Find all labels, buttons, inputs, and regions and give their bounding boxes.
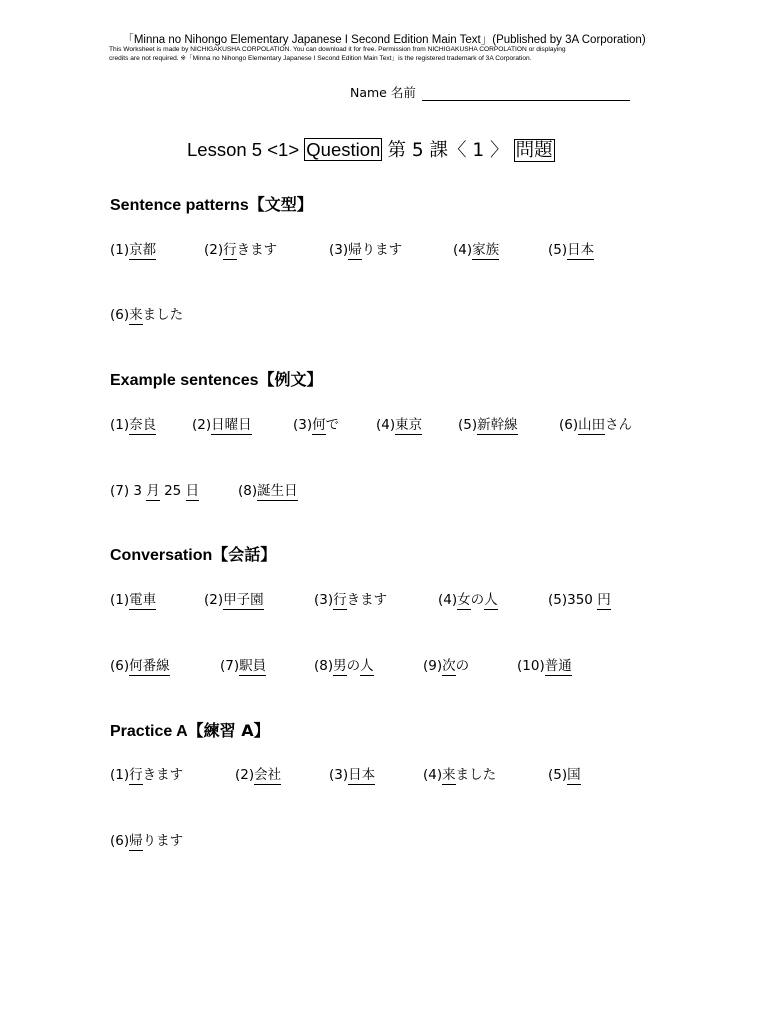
item-number: (6): [559, 417, 579, 433]
kanji-underlined: 来: [129, 307, 143, 323]
vocab-item: [453, 238, 499, 258]
vocab-item: [423, 763, 496, 783]
kanji-underlined: 東京: [395, 417, 423, 433]
item-number: (6): [110, 658, 130, 674]
item-number: (9): [423, 658, 443, 674]
kanji-underlined: 会社: [254, 767, 282, 783]
section-heading: [110, 367, 323, 390]
item-number: (4): [453, 242, 473, 258]
kanji-underlined: 円: [597, 592, 611, 608]
kanji-underlined: 誕生日: [257, 483, 298, 499]
kanji-underlined: 何: [312, 417, 326, 433]
title-question-jp-box: 問題: [515, 140, 553, 161]
kanji-underlined: 帰: [129, 833, 143, 849]
section-heading-en: Example sentences: [110, 372, 259, 389]
vocab-item: [314, 654, 374, 674]
kanji-underlined: 来: [442, 767, 456, 783]
section-heading: [110, 718, 270, 741]
item-number: (8): [314, 658, 334, 674]
item-number: (2): [204, 592, 224, 608]
item-suffix: の: [455, 658, 470, 674]
item-number: (3): [329, 242, 349, 258]
kanji-underlined: 甲子園: [223, 592, 264, 608]
item-suffix: で: [325, 417, 340, 433]
vocab-item: [458, 413, 518, 433]
kanji-underlined: 女: [457, 592, 471, 608]
item-number: (3): [329, 767, 349, 783]
item-number: (6): [110, 307, 130, 323]
item-suffix: の: [470, 592, 485, 608]
item-suffix: きます: [236, 242, 278, 258]
kanji-underlined: 京都: [129, 242, 157, 258]
vocab-item: [238, 479, 298, 499]
section-heading-en: Sentence patterns: [110, 197, 249, 214]
section-heading-en: Conversation: [110, 547, 213, 564]
title-question-box: Question: [306, 139, 381, 160]
kanji-underlined: 人: [484, 592, 498, 608]
item-middle: 25: [159, 483, 186, 499]
item-number: (6): [110, 833, 130, 849]
vocab-item: [110, 763, 183, 783]
kanji-underlined: 駅員: [239, 658, 267, 674]
item-prefix: 3: [129, 483, 147, 499]
kanji-underlined: 次: [442, 658, 456, 674]
item-number: (1): [110, 592, 130, 608]
copyright-line-1: This Worksheet is made by NICHIGAKUSHA CORPOLATION. You can download it for free. Permission from NICHIGAKUSHA CORPOLATION or displaying: [109, 46, 566, 53]
item-suffix: ります: [142, 833, 184, 849]
item-suffix: きます: [142, 767, 184, 783]
copyright-line-2: credits are not required. ※「Minna no Nihongo Elementary Japanese I Second Edition Main Text」is the registered trademark of 3A Corporation.: [109, 54, 532, 62]
kanji-underlined: 行: [223, 242, 237, 258]
title-lesson: Lesson 5 <1>: [187, 139, 300, 160]
section-heading-jp: 【例文】: [258, 370, 323, 389]
section-heading-jp: 【文型】: [248, 195, 313, 214]
copyright-notice: [109, 46, 679, 63]
kanji-underlined: 家族: [472, 242, 500, 258]
kanji-underlined: 帰: [348, 242, 362, 258]
kanji-underlined: 何番線: [129, 658, 170, 674]
vocab-item: [110, 303, 183, 323]
kanji-underlined: 日本: [567, 242, 595, 258]
vocab-item: [517, 654, 572, 674]
vocab-item: [548, 238, 594, 258]
vocab-item: [423, 654, 469, 674]
item-number: (2): [235, 767, 255, 783]
item-suffix: ました: [142, 307, 184, 323]
kanji-underlined: 月: [146, 483, 160, 499]
item-number: (4): [438, 592, 458, 608]
kanji-underlined: 新幹線: [477, 417, 518, 433]
vocab-item: [110, 654, 170, 674]
vocab-item: [220, 654, 266, 674]
vocab-item: [110, 413, 156, 433]
section-heading-jp: 【会話】: [212, 545, 277, 564]
source-credit: 「Minna no Nihongo Elementary Japanese I Second Edition Main Text」(Published by 3A Corporation): [122, 34, 646, 46]
item-number: (5): [548, 767, 568, 783]
vocab-item: [235, 763, 281, 783]
kanji-underlined: 日本: [348, 767, 376, 783]
kanji-underlined: 行: [333, 592, 347, 608]
item-number: (1): [110, 417, 130, 433]
vocab-item: [559, 413, 632, 433]
item-number: (4): [423, 767, 443, 783]
kanji-underlined: 人: [360, 658, 374, 674]
page-title: [187, 136, 555, 162]
item-number: (5): [458, 417, 478, 433]
kanji-underlined: 男: [333, 658, 347, 674]
vocab-item: [548, 763, 581, 783]
item-number: (1): [110, 242, 130, 258]
vocab-item: [110, 479, 199, 499]
item-number: (5): [548, 242, 568, 258]
section-heading-en: Practice A: [110, 723, 188, 740]
item-number: (10): [517, 658, 545, 674]
item-suffix: ました: [455, 767, 497, 783]
item-suffix: ります: [361, 242, 403, 258]
item-suffix: の: [346, 658, 361, 674]
item-prefix: 350: [567, 592, 598, 608]
vocab-item: [293, 413, 339, 433]
name-label: Name 名前: [350, 85, 416, 100]
kanji-underlined: 奈良: [129, 417, 157, 433]
vocab-item: [376, 413, 422, 433]
section-heading: [110, 542, 276, 565]
vocab-item: [110, 238, 156, 258]
kanji-underlined: 日: [185, 483, 200, 499]
item-number: (4): [376, 417, 396, 433]
vocab-item: [204, 588, 264, 608]
vocab-item: [329, 238, 402, 258]
item-number: (8): [238, 483, 258, 499]
name-input-line[interactable]: [422, 100, 630, 101]
section-heading-jp: 【練習 A】: [187, 721, 270, 740]
kanji-underlined: 日曜日: [211, 417, 252, 433]
title-lesson-jp: 第 5 課〈 1 〉: [387, 140, 509, 161]
item-number: (1): [110, 767, 130, 783]
kanji-underlined: 山田: [578, 417, 606, 433]
item-number: (7): [110, 483, 130, 499]
vocab-item: [110, 588, 156, 608]
vocab-item: [110, 829, 183, 849]
kanji-underlined: 普通: [544, 658, 572, 674]
vocab-item: [329, 763, 375, 783]
section-heading: [110, 192, 313, 215]
vocab-item: [548, 588, 611, 608]
item-number: (2): [192, 417, 212, 433]
item-suffix: きます: [346, 592, 388, 608]
item-suffix: さん: [605, 417, 633, 433]
item-number: (3): [293, 417, 313, 433]
item-number: (7): [220, 658, 240, 674]
item-number: (2): [204, 242, 224, 258]
vocab-item: [438, 588, 498, 608]
vocab-item: [314, 588, 387, 608]
item-number: (5): [548, 592, 568, 608]
kanji-underlined: 電車: [129, 592, 157, 608]
kanji-underlined: 行: [129, 767, 143, 783]
kanji-underlined: 国: [567, 767, 581, 783]
item-number: (3): [314, 592, 334, 608]
vocab-item: [204, 238, 277, 258]
vocab-item: [192, 413, 252, 433]
